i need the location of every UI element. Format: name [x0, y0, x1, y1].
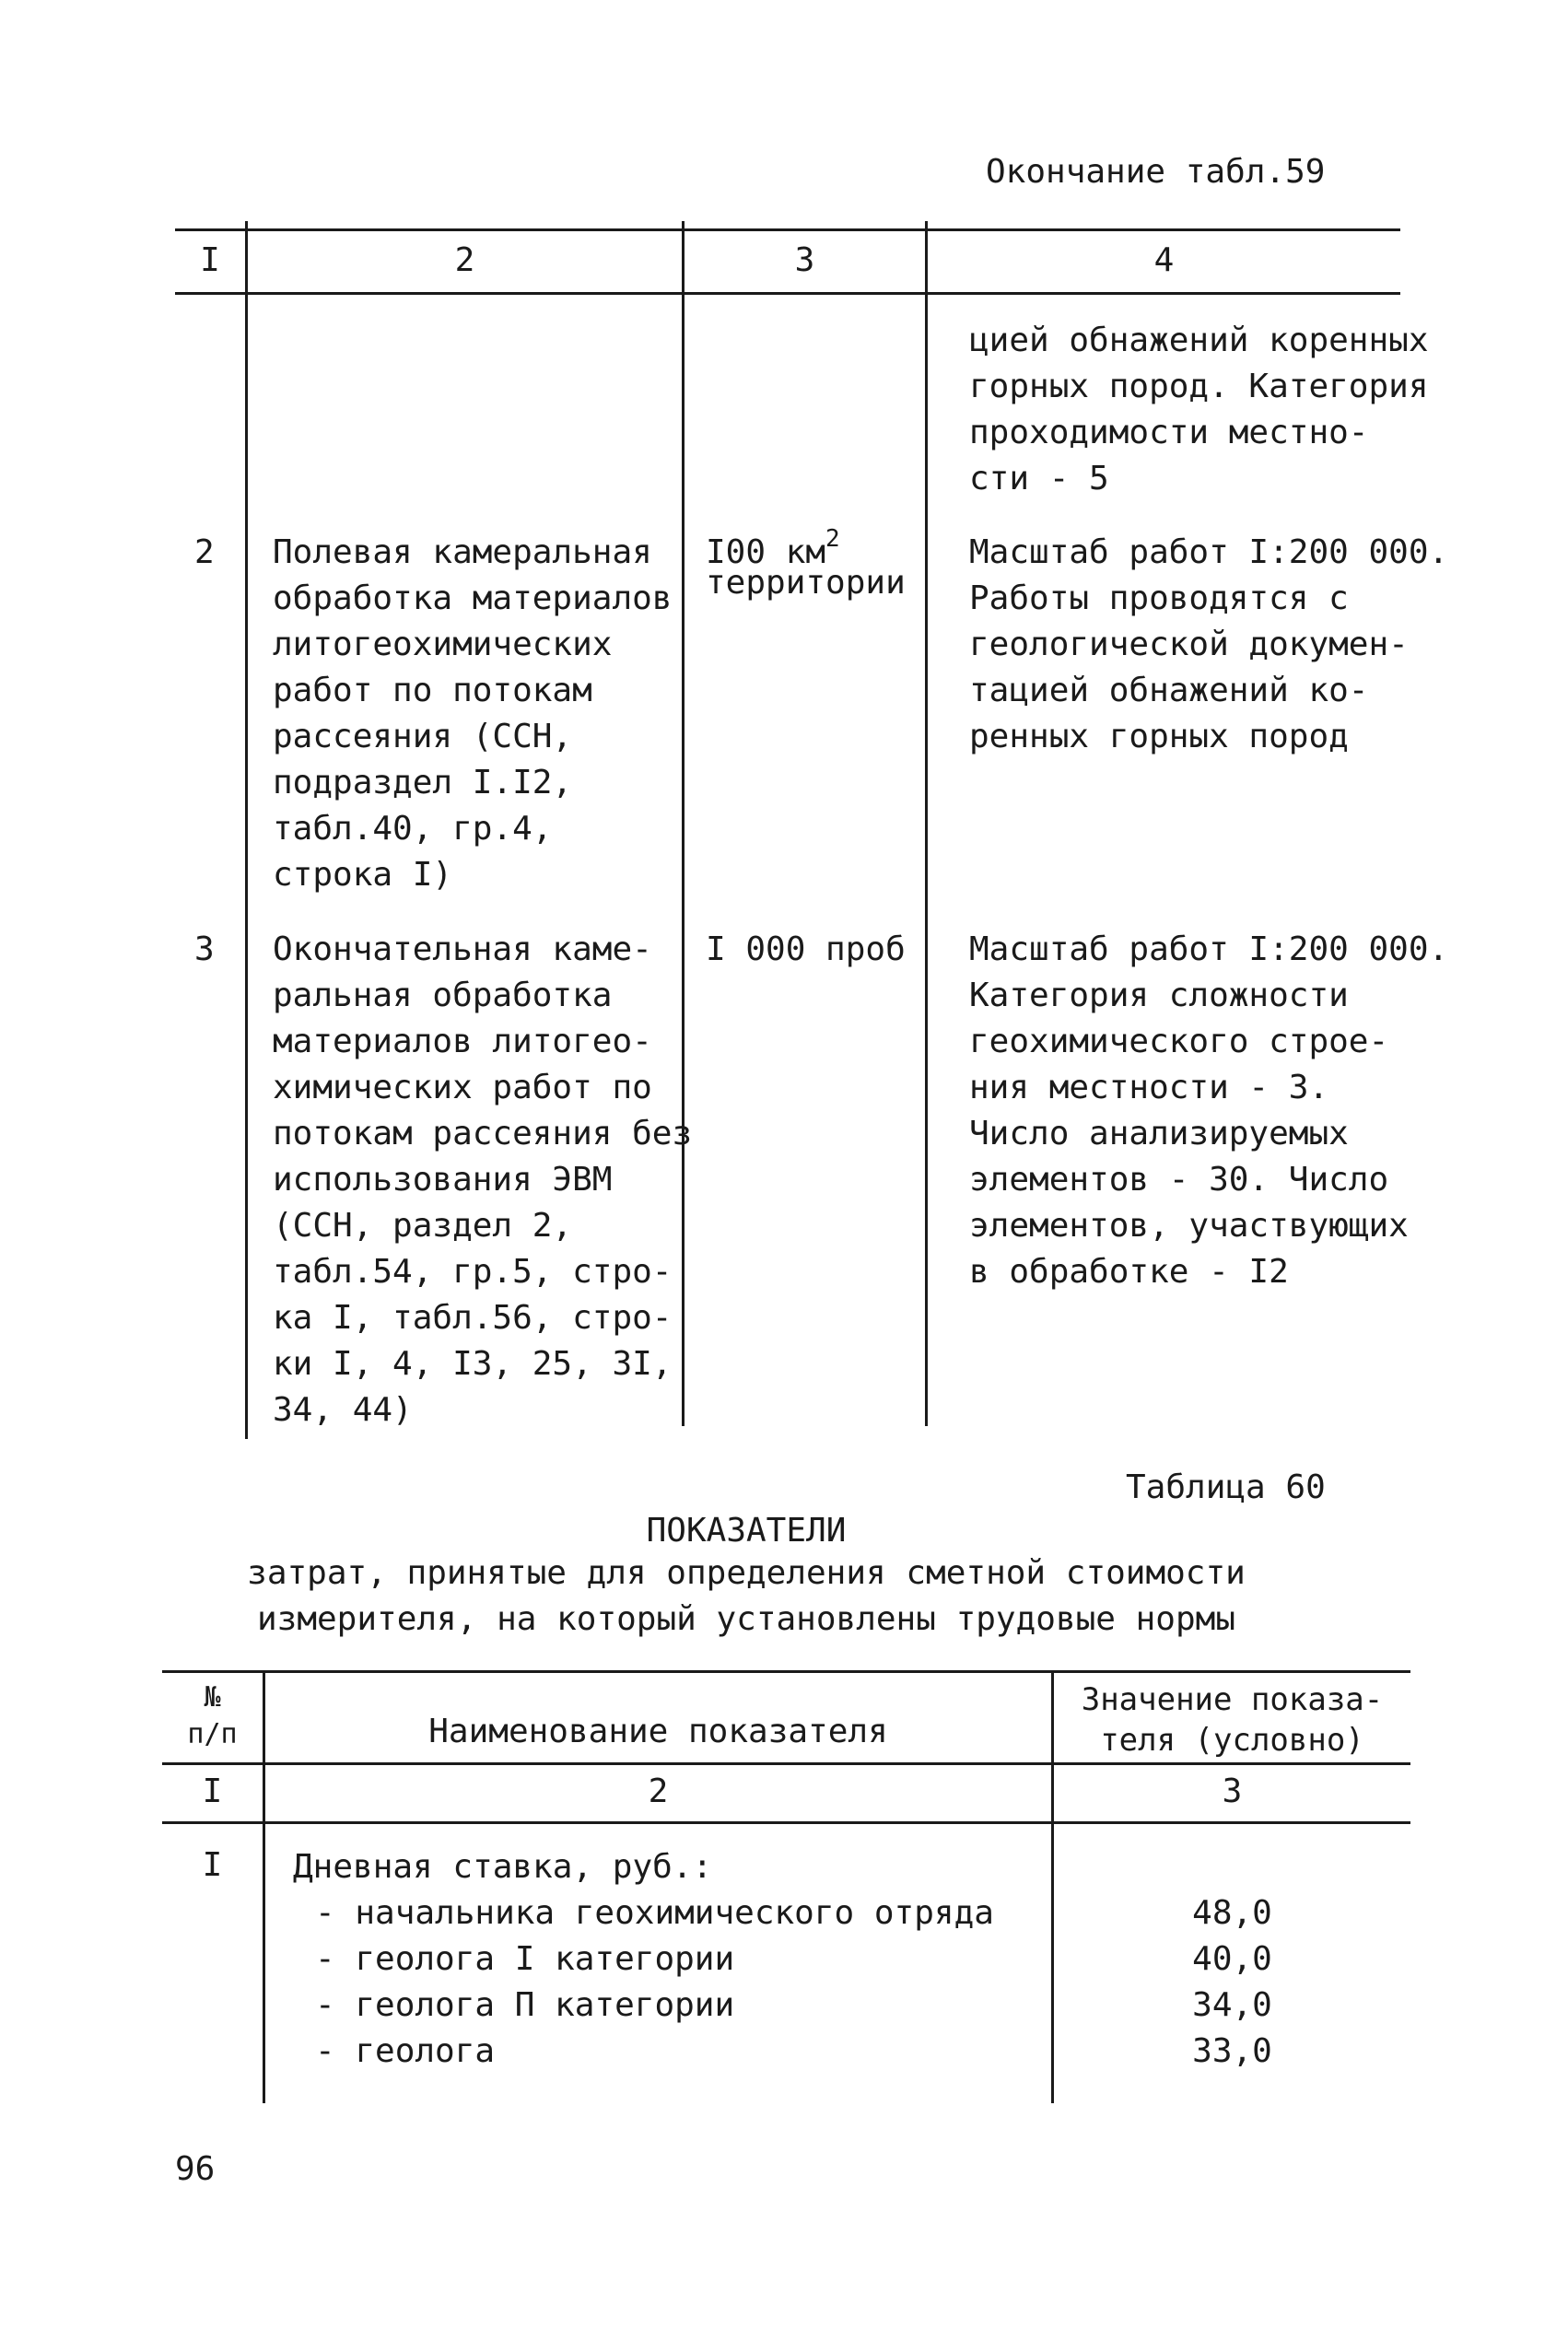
table60-item-value: 33,0	[1192, 2032, 1272, 2070]
table60-colnum-1: I	[202, 1772, 223, 1810]
table59-row2-name: Полевая камеральная обработка материалов литогеохимических работ по потокам рассеяния (ССН, подраздел I.I2, табл.40, гр.4, строка I)	[273, 533, 673, 894]
table59-row2-unit-sub: территории	[706, 564, 906, 602]
table60-title: ПОКАЗАТЕЛИ	[646, 1512, 847, 1550]
table59-top-rule	[175, 228, 1400, 231]
table60-label: Таблица 60	[1126, 1468, 1326, 1506]
table60-item-value: 34,0	[1192, 1986, 1272, 2024]
table59-header-col2: 2	[454, 241, 475, 279]
table60-item-name: - геолога П категории	[315, 1986, 735, 2024]
table60-colnum-2: 2	[648, 1772, 669, 1810]
table60-item-value: 48,0	[1192, 1894, 1272, 1932]
table59-col-divider-3	[925, 221, 928, 1426]
table60-numbers-rule	[162, 1821, 1410, 1824]
table59-col-divider-1	[245, 221, 248, 1439]
table60-item-name: - геолога	[315, 2032, 496, 2070]
table60-header-num: № п/п	[187, 1681, 238, 1750]
table60-colnum-3: 3	[1222, 1772, 1243, 1810]
table59-continued-note: цией обнажений коренных горных пород. Категория проходимости местно- сти - 5	[969, 322, 1429, 497]
table60-header-rule	[162, 1762, 1410, 1765]
table60-item-name: - геолога I категории	[315, 1940, 735, 1978]
table59-header-col1: I	[200, 241, 220, 279]
table59-row3-unit: I 000 проб	[706, 930, 906, 968]
table60-row1-num: I	[202, 1846, 223, 1884]
table59-header-col3: 3	[794, 241, 815, 279]
table59-row3-num: 3	[194, 930, 215, 968]
table59-row2-num: 2	[194, 533, 215, 571]
table60-header-value: Значение показа- теля (условно)	[1081, 1681, 1384, 1759]
page-number: 96	[175, 2150, 216, 2188]
table59-row3-note: Масштаб работ I:200 000. Категория сложности геохимического строе- ния местности - 3. Число анализируемых элементов - 30. Число элементов, участвующих в обработке - I2	[969, 930, 1449, 1291]
table60-item-value: 40,0	[1192, 1940, 1272, 1978]
table60-header-name: Наименование показателя	[428, 1713, 888, 1750]
table59-caption: Окончание табл.59	[986, 153, 1326, 191]
table60-item-name: - начальника геохимического отряда	[315, 1894, 994, 1932]
table59-row2-unit: I00 $км^2$	[706, 525, 840, 571]
table60-subtitle: затрат, принятые для определения сметной стоимости измерителя, на который установлены трудовые нормы	[247, 1554, 1246, 1638]
table59-row2-note: Масштаб работ I:200 000. Работы проводятся с геологической докумен- тацией обнажений ко- ренных горных пород	[969, 533, 1449, 755]
table59-header-rule	[175, 292, 1400, 295]
table60-top-rule	[162, 1670, 1410, 1673]
table60-row1-title: Дневная ставка, руб.:	[293, 1848, 713, 1886]
table59-header-col4: 4	[1153, 241, 1175, 279]
table59-row3-name: Окончательная каме- ральная обработка материалов литогео- химических работ по потокам рассеяния без использования ЭВМ (ССН, раздел 2, табл.54, гр.5, стро- ка I, табл.56, стро- ки I, 4, I3, 25, 3I, 34, 44)	[273, 930, 693, 1429]
